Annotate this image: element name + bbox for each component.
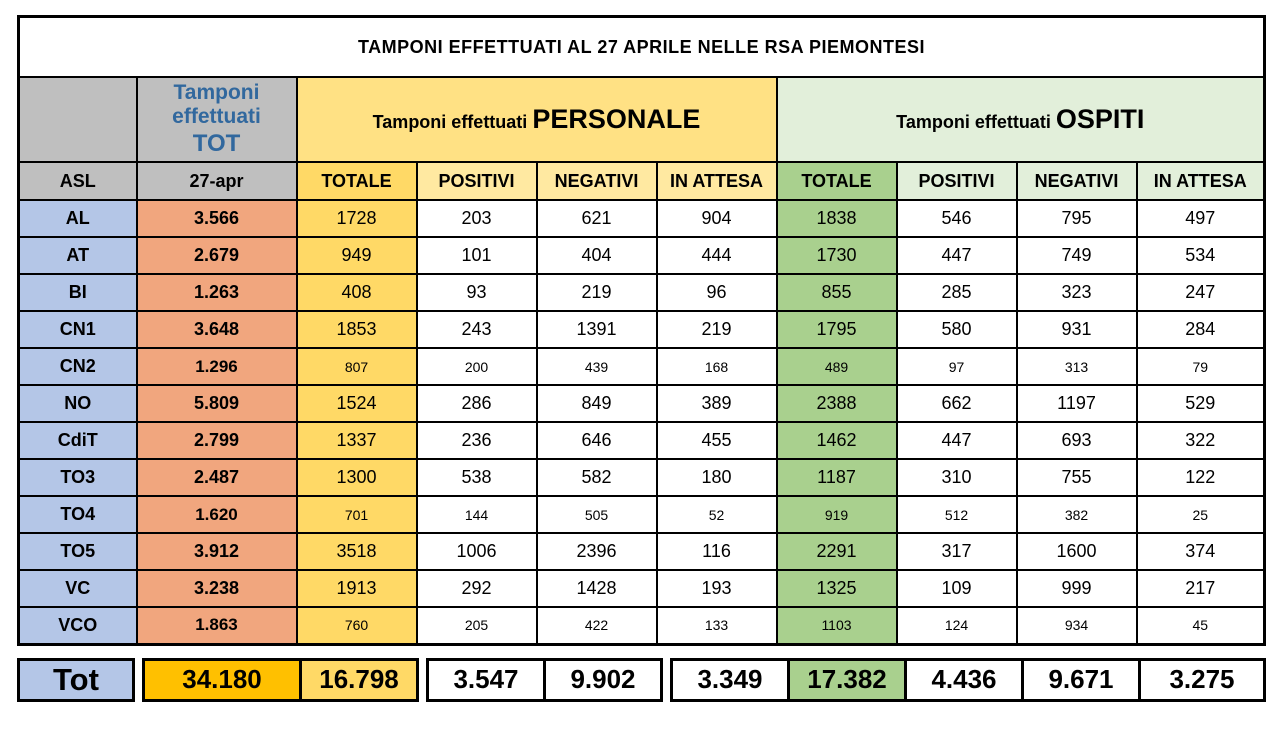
asl-data-row — [19, 422, 1265, 459]
personale-negativi-header: NEGATIVI — [537, 162, 657, 200]
title-row — [19, 17, 1265, 78]
tot-value-cell: 2.487 — [137, 459, 297, 496]
date-column-header: 27-apr — [137, 162, 297, 200]
ospiti-inattesa-cell: 25 — [1137, 496, 1265, 533]
tot-value-cell: 1.863 — [137, 607, 297, 644]
ospiti-totale-cell: 1838 — [777, 200, 897, 237]
ospiti-inattesa-cell: 529 — [1137, 385, 1265, 422]
ospiti-inattesa-cell: 217 — [1137, 570, 1265, 607]
personale-inattesa-cell: 455 — [657, 422, 777, 459]
ospiti-totale-cell: 1187 — [777, 459, 897, 496]
tot-value-cell: 3.566 — [137, 200, 297, 237]
personale-positivi-cell: 203 — [417, 200, 537, 237]
personale-negativi-cell: 422 — [537, 607, 657, 644]
personale-positivi-cell: 1006 — [417, 533, 537, 570]
asl-data-row — [19, 348, 1265, 385]
ospiti-negativi-cell: 313 — [1017, 348, 1137, 385]
ospiti-positivi-cell: 580 — [897, 311, 1017, 348]
ospiti-positivi-cell: 109 — [897, 570, 1017, 607]
ospiti-totale-cell: 2291 — [777, 533, 897, 570]
ospiti-inattesa-cell: 374 — [1137, 533, 1265, 570]
totals-ospiti-totale-cell: 17.382 — [787, 658, 907, 702]
table-title: TAMPONI EFFETTUATI AL 27 APRILE NELLE RSA PIEMONTESI — [19, 17, 1265, 78]
totals-gap — [663, 658, 670, 702]
tot-value-cell: 3.648 — [137, 311, 297, 348]
totals-ospiti-positivi-cell: 4.436 — [904, 658, 1024, 702]
personale-totale-cell: 408 — [297, 274, 417, 311]
ospiti-totale-cell: 1325 — [777, 570, 897, 607]
ospiti-inattesa-cell: 284 — [1137, 311, 1265, 348]
totals-ospiti-negativi-cell: 9.671 — [1021, 658, 1141, 702]
personale-inattesa-cell: 116 — [657, 533, 777, 570]
personale-inattesa-cell: 904 — [657, 200, 777, 237]
ospiti-inattesa-cell: 247 — [1137, 274, 1265, 311]
personale-inattesa-cell: 444 — [657, 237, 777, 274]
personale-negativi-cell: 219 — [537, 274, 657, 311]
ospiti-positivi-header: POSITIVI — [897, 162, 1017, 200]
personale-positivi-cell: 286 — [417, 385, 537, 422]
personale-totale-cell: 701 — [297, 496, 417, 533]
personale-negativi-cell: 621 — [537, 200, 657, 237]
ospiti-positivi-cell: 662 — [897, 385, 1017, 422]
tot-value-cell: 3.238 — [137, 570, 297, 607]
ospiti-positivi-cell: 310 — [897, 459, 1017, 496]
totals-personale-inattesa-cell: 3.349 — [670, 658, 790, 702]
ospiti-negativi-cell: 693 — [1017, 422, 1137, 459]
ospiti-negativi-cell: 931 — [1017, 311, 1137, 348]
asl-row-label: CdiT — [19, 422, 137, 459]
totals-personale-totale-cell: 16.798 — [299, 658, 419, 702]
asl-data-row — [19, 496, 1265, 533]
personale-totale-cell: 3518 — [297, 533, 417, 570]
personale-positivi-cell: 236 — [417, 422, 537, 459]
ospiti-positivi-cell: 546 — [897, 200, 1017, 237]
tot-value-cell: 5.809 — [137, 385, 297, 422]
personale-negativi-cell: 404 — [537, 237, 657, 274]
personale-group-header — [297, 77, 777, 162]
asl-column-header: ASL — [19, 162, 137, 200]
ospiti-negativi-cell: 1600 — [1017, 533, 1137, 570]
totals-gap — [135, 658, 142, 702]
tamponi-rsa-table — [17, 15, 1266, 646]
ospiti-positivi-cell: 97 — [897, 348, 1017, 385]
asl-data-row — [19, 533, 1265, 570]
totals-label-cell: Tot — [17, 658, 135, 702]
tot-value-cell: 1.620 — [137, 496, 297, 533]
ospiti-positivi-cell: 512 — [897, 496, 1017, 533]
personale-inattesa-cell: 133 — [657, 607, 777, 644]
ospiti-group-emph: OSPITI — [1055, 104, 1145, 134]
tot-value-cell: 2.799 — [137, 422, 297, 459]
personale-totale-cell: 807 — [297, 348, 417, 385]
asl-row-label: CN2 — [19, 348, 137, 385]
ospiti-inattesa-header: IN ATTESA — [1137, 162, 1265, 200]
asl-row-label: AL — [19, 200, 137, 237]
personale-inattesa-cell: 193 — [657, 570, 777, 607]
ospiti-totale-cell: 919 — [777, 496, 897, 533]
totals-personale-positivi-cell: 3.547 — [426, 658, 546, 702]
tot-group-line2: effettuati — [172, 105, 261, 129]
totals-gap — [419, 658, 426, 702]
personale-positivi-cell: 292 — [417, 570, 537, 607]
ospiti-inattesa-cell: 534 — [1137, 237, 1265, 274]
ospiti-negativi-cell: 934 — [1017, 607, 1137, 644]
ospiti-totale-cell: 1730 — [777, 237, 897, 274]
personale-positivi-cell: 93 — [417, 274, 537, 311]
tot-group-header — [137, 77, 297, 162]
asl-row-label: TO3 — [19, 459, 137, 496]
table-body — [19, 200, 1265, 644]
personale-negativi-cell: 582 — [537, 459, 657, 496]
personale-negativi-cell: 646 — [537, 422, 657, 459]
personale-negativi-cell: 1428 — [537, 570, 657, 607]
tot-value-cell: 3.912 — [137, 533, 297, 570]
spreadsheet-screenshot — [0, 15, 1280, 744]
tot-value-cell: 1.296 — [137, 348, 297, 385]
personale-negativi-cell: 1391 — [537, 311, 657, 348]
ospiti-negativi-cell: 749 — [1017, 237, 1137, 274]
personale-totale-cell: 949 — [297, 237, 417, 274]
personale-positivi-cell: 200 — [417, 348, 537, 385]
ospiti-inattesa-cell: 79 — [1137, 348, 1265, 385]
ospiti-inattesa-cell: 497 — [1137, 200, 1265, 237]
ospiti-group-prefix: Tamponi effettuati — [896, 112, 1051, 132]
asl-data-row — [19, 237, 1265, 274]
asl-row-label: NO — [19, 385, 137, 422]
ospiti-group-header — [777, 77, 1265, 162]
asl-row-label: TO4 — [19, 496, 137, 533]
personale-positivi-cell: 243 — [417, 311, 537, 348]
asl-row-label: VC — [19, 570, 137, 607]
ospiti-totale-cell: 489 — [777, 348, 897, 385]
ospiti-positivi-cell: 317 — [897, 533, 1017, 570]
personale-group-prefix: Tamponi effettuati — [372, 112, 528, 132]
ospiti-negativi-cell: 795 — [1017, 200, 1137, 237]
ospiti-negativi-cell: 323 — [1017, 274, 1137, 311]
personale-inattesa-header: IN ATTESA — [657, 162, 777, 200]
asl-row-label: TO5 — [19, 533, 137, 570]
totals-ospiti-inattesa-cell: 3.275 — [1138, 658, 1266, 702]
ospiti-totale-cell: 1462 — [777, 422, 897, 459]
ospiti-totale-cell: 2388 — [777, 385, 897, 422]
personale-positivi-cell: 144 — [417, 496, 537, 533]
personale-totale-cell: 1913 — [297, 570, 417, 607]
ospiti-positivi-cell: 285 — [897, 274, 1017, 311]
asl-row-label: AT — [19, 237, 137, 274]
personale-totale-cell: 1300 — [297, 459, 417, 496]
personale-inattesa-cell: 180 — [657, 459, 777, 496]
tot-group-emph: TOT — [192, 130, 241, 158]
asl-row-label: VCO — [19, 607, 137, 644]
asl-data-row — [19, 607, 1265, 644]
column-header-row — [19, 162, 1265, 200]
ospiti-negativi-header: NEGATIVI — [1017, 162, 1137, 200]
ospiti-inattesa-cell: 322 — [1137, 422, 1265, 459]
asl-data-row — [19, 459, 1265, 496]
personale-positivi-cell: 205 — [417, 607, 537, 644]
personale-negativi-cell: 2396 — [537, 533, 657, 570]
ospiti-positivi-cell: 124 — [897, 607, 1017, 644]
ospiti-inattesa-cell: 122 — [1137, 459, 1265, 496]
ospiti-positivi-cell: 447 — [897, 422, 1017, 459]
ospiti-totale-cell: 1795 — [777, 311, 897, 348]
asl-data-row — [19, 274, 1265, 311]
asl-data-row — [19, 385, 1265, 422]
personale-positivi-cell: 101 — [417, 237, 537, 274]
asl-data-row — [19, 311, 1265, 348]
personale-inattesa-cell: 168 — [657, 348, 777, 385]
ospiti-positivi-cell: 447 — [897, 237, 1017, 274]
totals-personale-negativi-cell: 9.902 — [543, 658, 663, 702]
personale-negativi-cell: 505 — [537, 496, 657, 533]
tot-value-cell: 2.679 — [137, 237, 297, 274]
group-header-row — [19, 77, 1265, 162]
personale-totale-cell: 760 — [297, 607, 417, 644]
personale-group-emph: PERSONALE — [532, 104, 701, 134]
personale-inattesa-cell: 52 — [657, 496, 777, 533]
asl-data-row — [19, 570, 1265, 607]
personale-inattesa-cell: 96 — [657, 274, 777, 311]
personale-negativi-cell: 849 — [537, 385, 657, 422]
personale-totale-header: TOTALE — [297, 162, 417, 200]
personale-positivi-header: POSITIVI — [417, 162, 537, 200]
ospiti-totale-cell: 1103 — [777, 607, 897, 644]
personale-inattesa-cell: 389 — [657, 385, 777, 422]
totals-row — [17, 658, 1269, 702]
totals-tot-cell: 34.180 — [142, 658, 302, 702]
ospiti-negativi-cell: 1197 — [1017, 385, 1137, 422]
asl-row-label: BI — [19, 274, 137, 311]
personale-negativi-cell: 439 — [537, 348, 657, 385]
ospiti-inattesa-cell: 45 — [1137, 607, 1265, 644]
personale-positivi-cell: 538 — [417, 459, 537, 496]
asl-row-label: CN1 — [19, 311, 137, 348]
tot-value-cell: 1.263 — [137, 274, 297, 311]
ospiti-totale-header: TOTALE — [777, 162, 897, 200]
asl-data-row — [19, 200, 1265, 237]
ospiti-totale-cell: 855 — [777, 274, 897, 311]
personale-totale-cell: 1728 — [297, 200, 417, 237]
tot-group-line1: Tamponi — [173, 80, 260, 104]
personale-totale-cell: 1524 — [297, 385, 417, 422]
ospiti-negativi-cell: 382 — [1017, 496, 1137, 533]
personale-totale-cell: 1337 — [297, 422, 417, 459]
ospiti-negativi-cell: 999 — [1017, 570, 1137, 607]
corner-empty-cell — [19, 77, 137, 162]
personale-totale-cell: 1853 — [297, 311, 417, 348]
ospiti-negativi-cell: 755 — [1017, 459, 1137, 496]
personale-inattesa-cell: 219 — [657, 311, 777, 348]
